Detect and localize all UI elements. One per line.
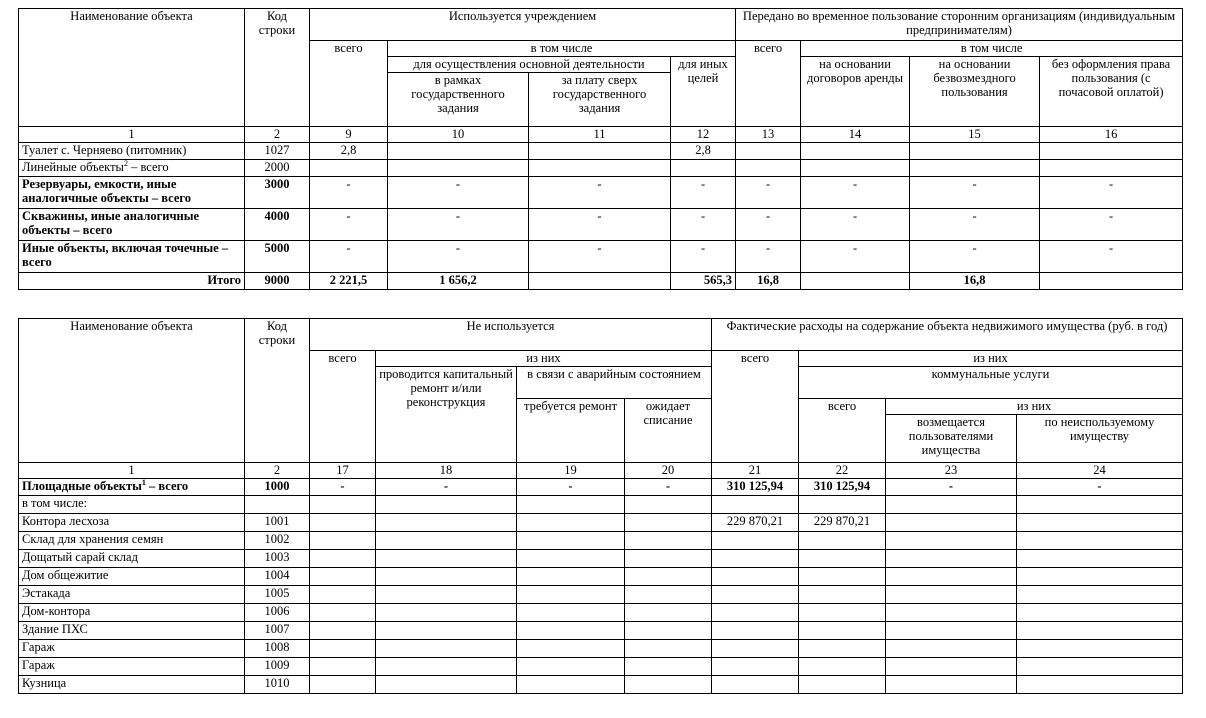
table2-header (19, 319, 1183, 479)
cell-value (886, 604, 1017, 622)
table-row (19, 622, 1183, 640)
row-code: 1009 (245, 658, 310, 676)
cell-value (886, 676, 1017, 694)
header-not-used: Не используется (310, 319, 712, 351)
cell-value (712, 658, 799, 676)
col-number: 13 (736, 127, 801, 143)
header-total-expenses: всего (712, 351, 799, 463)
row-name: Гараж (19, 658, 245, 676)
table-row (19, 143, 1183, 160)
cell-value (376, 604, 517, 622)
col-number: 23 (886, 463, 1017, 479)
cell-value: - (1017, 479, 1183, 496)
header-capital-repair: проводится капитальный ремонт и/или реконструкция (376, 367, 517, 463)
cell-value (625, 676, 712, 694)
table-row (19, 514, 1183, 532)
header-of-them-expenses: из них (799, 351, 1183, 367)
cell-value (712, 604, 799, 622)
cell-value: - (736, 177, 801, 209)
cell-value (517, 640, 625, 658)
cell-value: - (910, 241, 1040, 273)
table1-header (19, 9, 1183, 143)
cell-value (736, 160, 801, 177)
row-code (245, 496, 310, 514)
total-row (19, 273, 1183, 290)
cell-value (310, 532, 376, 550)
cell-value (1017, 514, 1183, 532)
table-row (19, 177, 1183, 209)
col-number: 2 (245, 463, 310, 479)
cell-value: 310 125,94 (799, 479, 886, 496)
cell-value (388, 160, 529, 177)
cell-value (712, 532, 799, 550)
cell-value (376, 496, 517, 514)
cell-value (310, 604, 376, 622)
cell-value: 2 221,5 (310, 273, 388, 290)
header-row-code: Код строки (245, 9, 310, 127)
cell-value (625, 604, 712, 622)
header-used-by-institution: Используется учреждением (310, 9, 736, 41)
col-number: 11 (529, 127, 671, 143)
cell-value: - (388, 241, 529, 273)
cell-value: - (310, 177, 388, 209)
cell-value (801, 273, 910, 290)
row-name: Туалет с. Черняево (питомник) (19, 143, 245, 160)
row-name: Здание ПХС (19, 622, 245, 640)
row-code: 9000 (245, 273, 310, 290)
row-name: в том числе: (19, 496, 245, 514)
cell-value (801, 160, 910, 177)
col-number: 12 (671, 127, 736, 143)
table-row (19, 676, 1183, 694)
cell-value (799, 586, 886, 604)
row-name: Иные объекты, включая точечные – всего (19, 241, 245, 273)
cell-value (310, 160, 388, 177)
cell-value (517, 586, 625, 604)
cell-value: - (801, 177, 910, 209)
cell-value (517, 622, 625, 640)
cell-value: - (529, 177, 671, 209)
cell-value (310, 622, 376, 640)
cell-value: - (529, 209, 671, 241)
row-name: Дом общежитие (19, 568, 245, 586)
row-code: 5000 (245, 241, 310, 273)
cell-value (376, 568, 517, 586)
row-code: 2000 (245, 160, 310, 177)
cell-value (388, 143, 529, 160)
cell-value: - (736, 209, 801, 241)
cell-value: - (910, 177, 1040, 209)
row-code: 1003 (245, 550, 310, 568)
cell-value (517, 514, 625, 532)
cell-value (712, 550, 799, 568)
cell-value (1017, 568, 1183, 586)
row-name: Дощатый сарай склад (19, 550, 245, 568)
col-number: 17 (310, 463, 376, 479)
header-of-them: из них (376, 351, 712, 367)
cell-value: 16,8 (910, 273, 1040, 290)
cell-value (886, 640, 1017, 658)
cell-value (517, 604, 625, 622)
row-code: 1010 (245, 676, 310, 694)
table-row (19, 209, 1183, 241)
col-number: 14 (801, 127, 910, 143)
table2-body (19, 479, 1183, 694)
cell-value (517, 568, 625, 586)
column-number-row (19, 463, 1183, 479)
cell-value: 310 125,94 (712, 479, 799, 496)
row-code: 1000 (245, 479, 310, 496)
table-row (19, 241, 1183, 273)
cell-value (376, 640, 517, 658)
cell-value (376, 550, 517, 568)
cell-value: - (671, 177, 736, 209)
cell-value: 229 870,21 (799, 514, 886, 532)
col-number: 20 (625, 463, 712, 479)
row-name: Контора лесхоза (19, 514, 245, 532)
unused-property-expenses-table (18, 318, 1183, 694)
cell-value (910, 160, 1040, 177)
cell-value (801, 143, 910, 160)
cell-value: - (388, 209, 529, 241)
row-code: 1006 (245, 604, 310, 622)
cell-value (517, 496, 625, 514)
row-code: 1002 (245, 532, 310, 550)
cell-value (310, 568, 376, 586)
row-name: Эстакада (19, 586, 245, 604)
column-number-row (19, 127, 1183, 143)
cell-value: - (376, 479, 517, 496)
table-row (19, 479, 1183, 496)
cell-value (712, 640, 799, 658)
cell-value (376, 658, 517, 676)
row-name: Кузница (19, 676, 245, 694)
cell-value: - (388, 177, 529, 209)
cell-value (799, 604, 886, 622)
cell-value (376, 514, 517, 532)
cell-value (886, 568, 1017, 586)
cell-value (1017, 586, 1183, 604)
cell-value: - (801, 241, 910, 273)
cell-value: - (310, 241, 388, 273)
cell-value (910, 143, 1040, 160)
header-needs-repair: требуется ремонт (517, 399, 625, 463)
cell-value: - (310, 209, 388, 241)
cell-value (1017, 676, 1183, 694)
cell-value (886, 550, 1017, 568)
cell-value (310, 658, 376, 676)
cell-value (310, 514, 376, 532)
row-code: 1001 (245, 514, 310, 532)
cell-value: - (910, 209, 1040, 241)
row-name: Склад для хранения семян (19, 532, 245, 550)
cell-value (886, 586, 1017, 604)
cell-value: - (1040, 209, 1183, 241)
cell-value (1040, 143, 1183, 160)
header-awaiting-writeoff: ожидает списание (625, 399, 712, 463)
cell-value (625, 622, 712, 640)
cell-value: - (886, 479, 1017, 496)
cell-value (799, 622, 886, 640)
cell-value (799, 568, 886, 586)
col-number: 1 (19, 127, 245, 143)
cell-value (310, 496, 376, 514)
cell-value (799, 532, 886, 550)
col-number: 22 (799, 463, 886, 479)
header-free-use: на основании безвозмездного пользования (910, 57, 1040, 127)
header-other-purposes: для иных целей (671, 57, 736, 127)
cell-value: 229 870,21 (712, 514, 799, 532)
cell-value (1017, 658, 1183, 676)
cell-value (712, 622, 799, 640)
row-name: Площадные объекты$^1$ – всего (19, 479, 245, 496)
total-label: Итого (19, 273, 245, 290)
col-number: 19 (517, 463, 625, 479)
table-row (19, 658, 1183, 676)
cell-value (625, 550, 712, 568)
cell-value (886, 496, 1017, 514)
col-number: 24 (1017, 463, 1183, 479)
header-including-transferred: в том числе (801, 41, 1183, 57)
cell-value (625, 586, 712, 604)
cell-value (736, 143, 801, 160)
table-row (19, 604, 1183, 622)
col-number: 2 (245, 127, 310, 143)
property-usage-table (18, 8, 1183, 290)
cell-value (1017, 622, 1183, 640)
header-no-right: без оформления права пользования (с почасовой оплатой) (1040, 57, 1183, 127)
cell-value: - (671, 209, 736, 241)
row-code: 1004 (245, 568, 310, 586)
cell-value: 2,8 (671, 143, 736, 160)
col-number: 16 (1040, 127, 1183, 143)
cell-value: - (671, 241, 736, 273)
cell-value: - (1040, 241, 1183, 273)
header-utilities: коммунальные услуги (799, 367, 1183, 399)
cell-value (625, 640, 712, 658)
header-row-code: Код строки (245, 319, 310, 463)
cell-value (529, 160, 671, 177)
cell-value (376, 532, 517, 550)
cell-value (529, 143, 671, 160)
table-row (19, 160, 1183, 177)
row-code: 1027 (245, 143, 310, 160)
cell-value (625, 658, 712, 676)
row-name: Линейные объекты$^2$ – всего (19, 160, 245, 177)
row-code: 1005 (245, 586, 310, 604)
cell-value (310, 586, 376, 604)
header-lease: на основании договоров аренды (801, 57, 910, 127)
cell-value (712, 676, 799, 694)
row-name: Скважины, иные аналогичные объекты – всего (19, 209, 245, 241)
col-number: 9 (310, 127, 388, 143)
cell-value (517, 550, 625, 568)
cell-value (799, 496, 886, 514)
row-code: 1008 (245, 640, 310, 658)
header-total-transferred: всего (736, 41, 801, 127)
col-number: 15 (910, 127, 1040, 143)
col-number: 21 (712, 463, 799, 479)
cell-value (1017, 550, 1183, 568)
cell-value (1040, 273, 1183, 290)
cell-value (1040, 160, 1183, 177)
cell-value: - (1040, 177, 1183, 209)
header-of-them-utilities: из них (886, 399, 1183, 415)
header-unused-property: по неиспользуемому имуществу (1017, 415, 1183, 463)
header-including: в том числе (388, 41, 736, 57)
cell-value (517, 658, 625, 676)
row-code: 1007 (245, 622, 310, 640)
cell-value (625, 532, 712, 550)
header-utilities-total: всего (799, 399, 886, 463)
table-row (19, 586, 1183, 604)
table-row (19, 640, 1183, 658)
cell-value (799, 658, 886, 676)
table-row (19, 568, 1183, 586)
header-emergency: в связи с аварийным состоянием (517, 367, 712, 399)
cell-value (712, 496, 799, 514)
header-main-activity: для осуществления основной деятельности (388, 57, 671, 73)
header-reimbursed: возмещается пользователями имущества (886, 415, 1017, 463)
cell-value: 1 656,2 (388, 273, 529, 290)
cell-value (1017, 532, 1183, 550)
col-number: 1 (19, 463, 245, 479)
cell-value: - (736, 241, 801, 273)
header-total: всего (310, 41, 388, 127)
cell-value (799, 640, 886, 658)
cell-value: - (517, 479, 625, 496)
table-row (19, 550, 1183, 568)
col-number: 18 (376, 463, 517, 479)
cell-value (799, 676, 886, 694)
header-transferred: Передано во временное пользование сторонним организациям (индивидуальным предпринимателям) (736, 9, 1183, 41)
cell-value (625, 568, 712, 586)
table1-body (19, 143, 1183, 290)
cell-value (376, 622, 517, 640)
row-code: 4000 (245, 209, 310, 241)
cell-value (671, 160, 736, 177)
table-row (19, 532, 1183, 550)
cell-value: 16,8 (736, 273, 801, 290)
row-name: Гараж (19, 640, 245, 658)
col-number: 10 (388, 127, 529, 143)
header-total: всего (310, 351, 376, 463)
cell-value (886, 514, 1017, 532)
header-paid: за плату сверх государственного задания (529, 73, 671, 127)
cell-value: - (310, 479, 376, 496)
table-row (19, 496, 1183, 514)
header-state-task: в рамках государственного задания (388, 73, 529, 127)
cell-value (529, 273, 671, 290)
cell-value (886, 658, 1017, 676)
cell-value (517, 532, 625, 550)
cell-value (376, 586, 517, 604)
row-name: Дом-контора (19, 604, 245, 622)
header-actual-expenses: Фактические расходы на содержание объекта недвижимого имущества (руб. в год) (712, 319, 1183, 351)
cell-value: - (529, 241, 671, 273)
cell-value: 2,8 (310, 143, 388, 160)
cell-value (625, 514, 712, 532)
cell-value (712, 586, 799, 604)
cell-value (517, 676, 625, 694)
cell-value (886, 622, 1017, 640)
cell-value (1017, 640, 1183, 658)
header-object-name: Наименование объекта (19, 9, 245, 127)
cell-value: - (625, 479, 712, 496)
cell-value: - (801, 209, 910, 241)
cell-value (886, 532, 1017, 550)
cell-value (310, 550, 376, 568)
cell-value (799, 550, 886, 568)
cell-value (1017, 604, 1183, 622)
cell-value (625, 496, 712, 514)
cell-value (310, 676, 376, 694)
header-object-name: Наименование объекта (19, 319, 245, 463)
cell-value (1017, 496, 1183, 514)
cell-value: 565,3 (671, 273, 736, 290)
cell-value (310, 640, 376, 658)
cell-value (376, 676, 517, 694)
row-code: 3000 (245, 177, 310, 209)
cell-value (712, 568, 799, 586)
row-name: Резервуары, емкости, иные аналогичные объекты – всего (19, 177, 245, 209)
